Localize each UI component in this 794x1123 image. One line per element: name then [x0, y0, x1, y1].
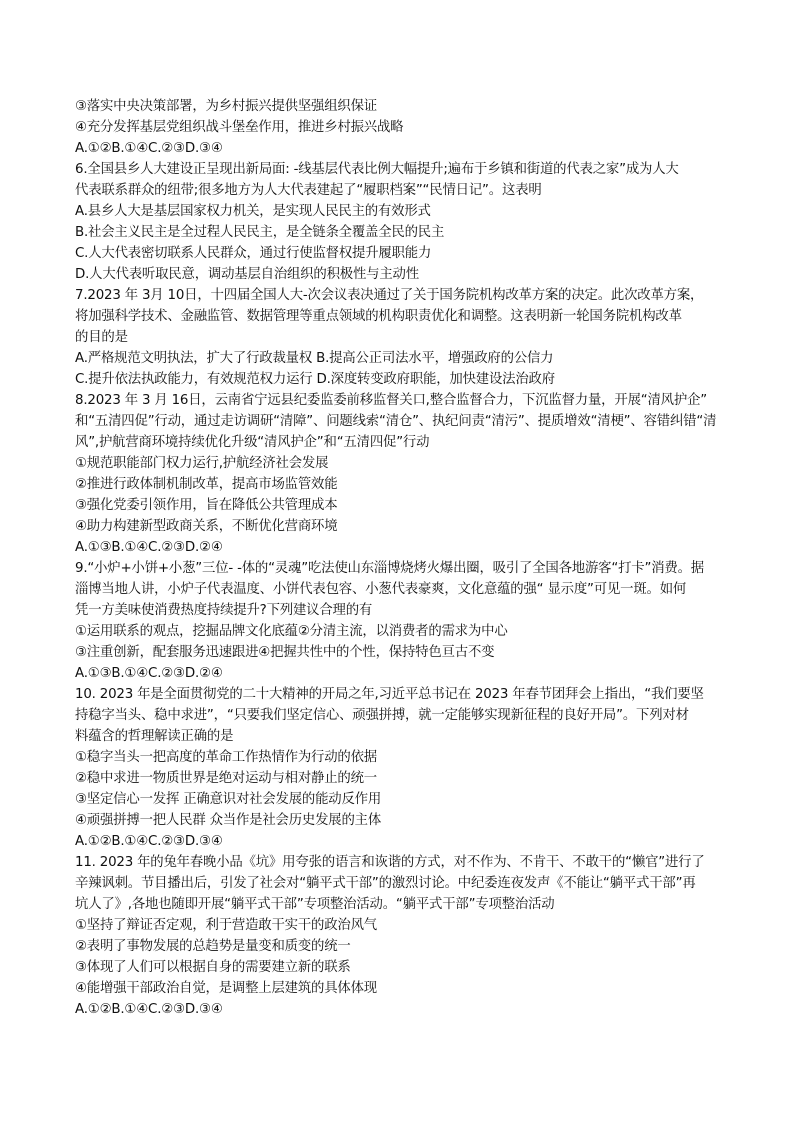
question-8-item-2: ②推进行政体制机制改革，提高市场监管效能	[75, 477, 338, 492]
answer-choices-q11: A.①②B.①④C.②③D.③④	[75, 1002, 223, 1017]
question-6-option-a: A.县乡人大是基层国家权力机关，是实现人民民主的有效形式	[75, 204, 431, 219]
question-10-stem: 持稳字当头、稳中求进”，“只要我们坚定信心、顽强拼搏，就一定能够实现新征程的良好开局”。下列对材	[75, 708, 689, 723]
question-6-option-b: B.社会主义民主是全过程人民民主，是全链条全覆盖全民的民主	[75, 225, 445, 240]
question-7-options-cd: C.提升依法执政能力，有效规范权力运行 D.深度转变政府职能，加快建设法治政府	[75, 372, 555, 387]
question-9-stem: 9.“小炉+小饼+小葱”三位- -体的“灵魂”吃法使山东淄博烧烤火爆出圈，吸引了全国各地游客“打卡”消费。据	[75, 561, 704, 576]
question-11-item-1: ①坚持了辩证否定观，利于营造敢干实干的政治风气	[75, 918, 377, 933]
question-10-stem: 10. 2023 年是全面贯彻党的二十大精神的开局之年,习近平总书记在 2023 年春节团拜会上指出，“我们要坚	[75, 687, 704, 702]
question-11-item-3: ③体现了人们可以根据自身的需要建立新的联系	[75, 960, 351, 975]
question-9-items-34: ③注重创新，配套服务迅速跟进④把握共性中的个性，保持特色亘古不变	[75, 645, 495, 660]
answer-choices-q9: A.①③B.①④C.②③D.②④	[75, 666, 223, 681]
question-11-stem: 辛辣讽刺。节目播出后，引发了社会对“躺平式干部”的激烈讨论。中纪委连夜发声《不能让“躺平式干部”再	[75, 876, 696, 891]
question-10-stem: 料蕴含的哲理解读正确的是	[75, 729, 234, 744]
question-7-stem: 7.2023 年 3月 10日，十四届全国人大-次会议表决通过了关于国务院机构改革方案的决定。此次改革方案，	[75, 288, 704, 303]
question-10-item-1: ①稳字当头一把高度的革命工作热情作为行动的依据	[75, 750, 377, 765]
answer-choices-q10: A.①②B.①④C.②③D.③④	[75, 834, 223, 849]
question-6-stem: 6.全国县乡人大建设正呈现出新局面: -线基层代表比例大幅提升;遍布于乡镇和街道的代表之家”成为人大	[75, 162, 679, 177]
question-6-option-c: C.人大代表密切联系人民群众，通过行使监督权提升履职能力	[75, 246, 432, 261]
question-8-stem: 8.2023 年 3 月 16日，云南省宁远县纪委监委前移监督关口,整合监督合力，下沉监督力量，开展“清风护企”	[75, 393, 707, 408]
question-7-stem: 的目的是	[75, 330, 128, 345]
question-6-stem: 代表联系群众的纽带;很多地方为人大代表建起了“履职档案”“民情日记”。这表明	[75, 183, 542, 198]
question-11-item-4: ④能增强干部政治自觉，是调整上层建筑的具体体现	[75, 981, 377, 996]
question-8-stem: 和“五清四促”行动，通过走访调研“清障”、问题线索“清仓”、执纪问责“清污”、提质增效“清梗”、容错纠错“清	[75, 414, 717, 429]
question-10-item-2: ②稳中求进一物质世界是绝对运动与相对静止的统一	[75, 771, 377, 786]
option-line-4: ④充分发挥基层党组织战斗堡垒作用，推进乡村振兴战略	[75, 120, 404, 135]
question-6-option-d: D.人大代表听取民意，调动基层自治组织的积极性与主动性	[75, 267, 419, 282]
question-11-stem: 11. 2023 年的兔年春晚小品《坑》用夸张的语言和诙谐的方式，对不作为、不肯干、不敢干的“懒官”进行了	[75, 855, 705, 870]
question-10-item-3: ③坚定信心一发挥 正确意识对社会发展的能动反作用	[75, 792, 382, 807]
question-8-item-4: ④助力构建新型政商关系，不断优化营商环境	[75, 519, 338, 534]
question-11-item-2: ②表明了事物发展的总趋势是量变和质变的统一	[75, 939, 351, 954]
answer-choices-q5: A.①②B.①④C.②③D.③④	[75, 141, 223, 156]
answer-choices-q8: A.①③B.①④C.②③D.②④	[75, 540, 223, 555]
question-9-stem: 凭一方美味使消费热度持续提升?下列建议合理的有	[75, 603, 373, 618]
question-10-item-4: ④顽强拼搏一把人民群 众当作是社会历史发展的主体	[75, 813, 382, 828]
question-7-options-ab: A.严格规范文明执法，扩大了行政裁量权 B.提高公正司法水平，增强政府的公信力	[75, 351, 554, 366]
question-7-stem: 将加强科学技术、金融监管、数据管理等重点领域的机构职责优化和调整。这表明新一轮国务院机构改革	[75, 309, 682, 324]
question-8-item-1: ①规范职能部门权力运行,护航经济社会发展	[75, 456, 329, 471]
question-8-item-3: ③强化党委引领作用，旨在降低公共管理成本	[75, 498, 338, 513]
question-11-stem: 坑人了》,各地也随即开展“躺平式干部”专项整治活动。“躺平式干部”专项整治活动	[75, 897, 555, 912]
question-9-stem: 淄博当地人讲，小炉子代表温度、小饼代表包容、小葱代表豪爽，文化意蕴的强“ 显示度”可见一斑。如何	[75, 582, 687, 597]
question-8-stem: 风”,护航营商环境持续优化升级“清风护企”和“五清四促”行动	[75, 435, 430, 450]
option-line-3: ③落实中央决策部署，为乡村振兴提供坚强组织保证	[75, 99, 377, 114]
question-9-items-12: ①运用联系的观点，挖掘品牌文化底蕴②分清主流，以消费者的需求为中心	[75, 624, 508, 639]
exam-page	[75, 96, 735, 1020]
